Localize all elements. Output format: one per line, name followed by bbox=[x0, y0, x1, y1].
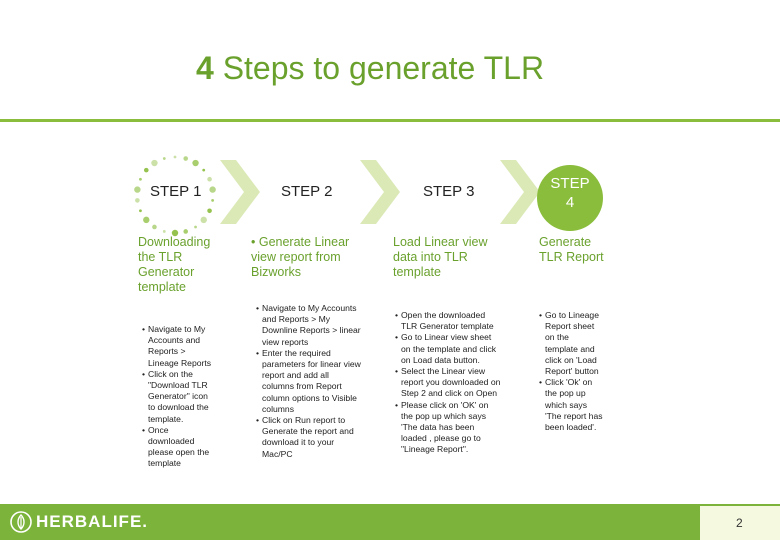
ring-dot bbox=[211, 199, 214, 202]
ring-dot bbox=[139, 178, 142, 181]
ring-dot bbox=[152, 225, 157, 230]
ring-dot bbox=[163, 230, 166, 233]
title-divider bbox=[0, 119, 780, 122]
leaf-logo-icon bbox=[10, 511, 32, 533]
ring-dot bbox=[183, 156, 188, 161]
ring-dot bbox=[209, 186, 215, 192]
list-item: • Navigate to My Accounts and Reports > My Downline Reports > linear view reports bbox=[256, 303, 362, 348]
ring-dot bbox=[194, 226, 197, 229]
step1-label: STEP 1 bbox=[150, 183, 202, 200]
step4-circle bbox=[537, 165, 603, 231]
list-item: • Click on Run report to Generate the report and download it to your Mac/PC bbox=[256, 415, 362, 460]
ring-dot bbox=[207, 208, 212, 213]
list-item: • Go to Linear view sheet on the template and click on Load data button. bbox=[395, 332, 501, 366]
ring-dot bbox=[202, 169, 205, 172]
page-title bbox=[196, 50, 544, 87]
chevron-right-icon bbox=[220, 160, 260, 224]
ring-dot bbox=[201, 217, 207, 223]
list-item: • Click on the "Download TLR Generator" icon to download the template. bbox=[142, 369, 216, 425]
ring-dot bbox=[135, 198, 140, 203]
list-item: • Go to Lineage Report sheet on the template and click on 'Load Report' button bbox=[539, 310, 603, 377]
ring-dot bbox=[192, 160, 198, 166]
title-number: 4 bbox=[196, 50, 214, 86]
list-item: • Navigate to My Accounts and Reports > Lineage Reports bbox=[142, 324, 216, 369]
list-item: • Please click on 'OK' on the pop up which says 'The data has been loaded , please go to "Lineage Report". bbox=[395, 400, 501, 456]
step4-heading: Generate TLR Report bbox=[539, 235, 604, 264]
step4-label: STEP bbox=[550, 175, 590, 192]
step4-number: 4 bbox=[565, 194, 575, 211]
ring-dot bbox=[207, 177, 212, 182]
step3-bullets bbox=[389, 310, 501, 456]
step1-heading: Downloading the TLR Generator template bbox=[138, 235, 211, 294]
list-item: • Once downloaded please open the template bbox=[142, 425, 216, 470]
list-item: • Open the downloaded TLR Generator template bbox=[395, 310, 501, 332]
ring-dot bbox=[163, 157, 166, 160]
page-number: 2 bbox=[736, 516, 743, 530]
step2-heading: • Generate Linear view report from Bizworks bbox=[251, 235, 350, 279]
brand-name: HERBALIFE. bbox=[36, 512, 148, 531]
title-text: Steps to generate TLR bbox=[222, 50, 545, 86]
chevron-right-icon bbox=[500, 160, 540, 224]
herbalife-logo bbox=[10, 511, 148, 533]
step4-bullets bbox=[533, 310, 603, 433]
ring-dot bbox=[144, 168, 149, 173]
ring-dot bbox=[143, 217, 149, 223]
ring-dot bbox=[183, 229, 188, 234]
step3-label: STEP 3 bbox=[423, 183, 475, 200]
ring-dot bbox=[139, 209, 142, 212]
list-item: • Enter the required parameters for linear view report and add all columns from Report column options to Visible columns bbox=[256, 348, 362, 415]
list-item: • Click 'Ok' on the pop up which says 'The report has been loaded'. bbox=[539, 377, 603, 433]
list-item: • Select the Linear view report you downloaded on Step 2 and click on Open bbox=[395, 366, 501, 400]
ring-dot bbox=[134, 186, 140, 192]
step1-bullets bbox=[136, 324, 216, 470]
chevron-right-icon bbox=[360, 160, 400, 224]
step2-label: STEP 2 bbox=[281, 183, 333, 200]
step2-bullets bbox=[250, 303, 362, 460]
step3-heading: Load Linear view data into TLR template bbox=[393, 235, 488, 279]
ring-dot bbox=[151, 160, 157, 166]
ring-dot bbox=[174, 156, 177, 159]
